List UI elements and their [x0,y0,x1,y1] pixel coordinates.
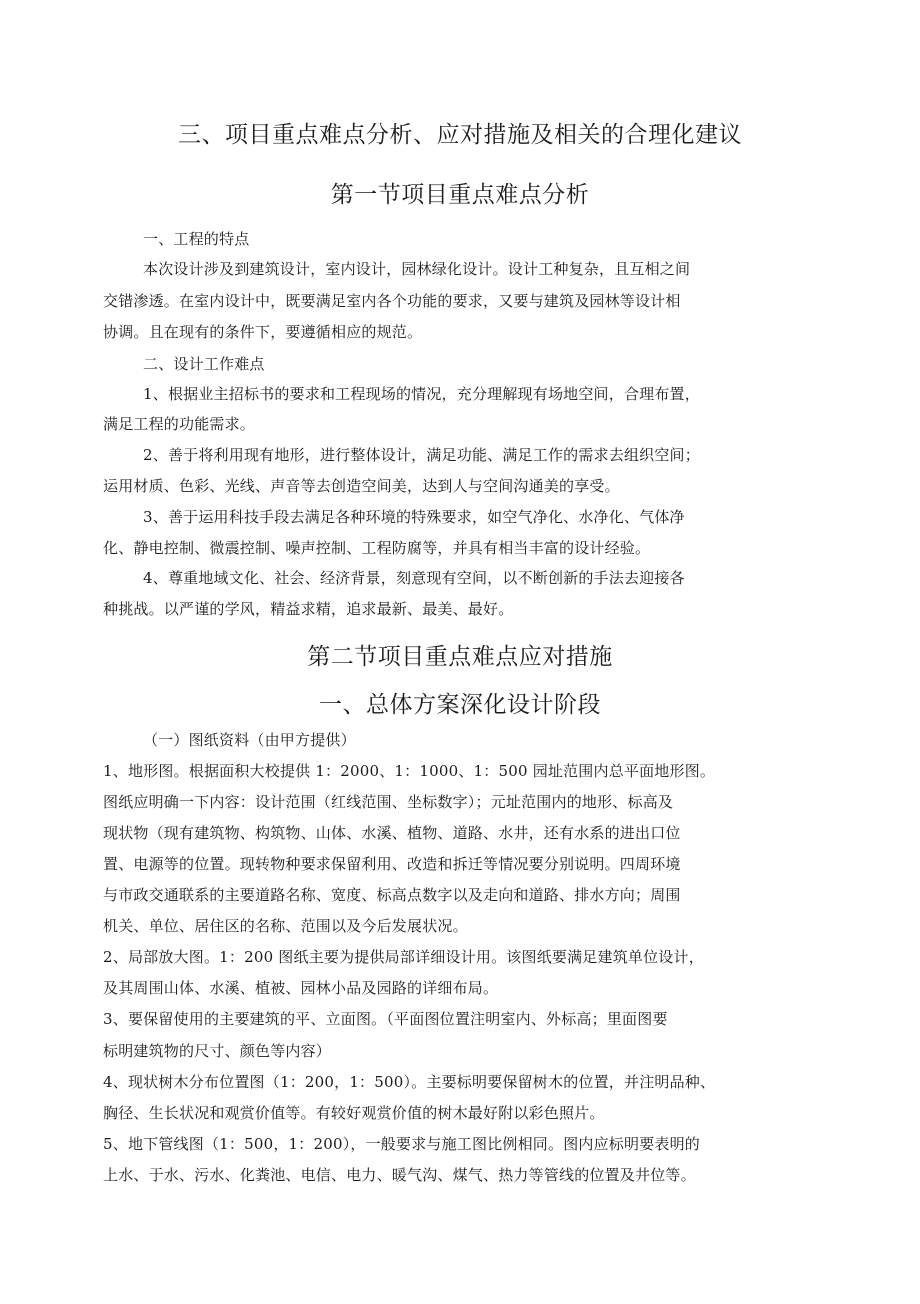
paragraph-line: 化、静电控制、微震控制、噪声控制、工程防腐等，并具有相当丰富的设计经验。 [103,539,651,557]
paragraph-line: 5、地下管线图（1：500，1：200），一般要求与施工图比例相同。图内应标明要表明的 [103,1135,700,1153]
paragraph-line: 置、电源等的位置。现转物种要求保留利用、改造和拆迁等情况要分别说明。四周环境 [103,855,681,873]
paragraph-line: 现状物（现有建筑物、构筑物、山体、水溪、植物、道路、水井，还有水系的进出口位 [103,824,681,842]
document-title: 三、项目重点难点分析、应对措施及相关的合理化建议 [178,122,742,148]
section-2-heading: 第二节项目重点难点应对措施 [307,644,613,670]
paragraph-line: 3、善于运用科技手段去满足各种环境的特殊要求，如空气净化、水净化、气体净 [143,508,685,526]
paragraph-line: 上水、于水、污水、化粪池、电信、电力、暖气沟、煤气、热力等管线的位置及井位等。 [103,1166,696,1184]
paragraph-line: 4、现状树木分布位置图（1：200，1：500）。主要标明要保留树木的位置，并注明品种、 [103,1073,716,1091]
paragraph-line: 本次设计涉及到建筑设计，室内设计，园林绿化设计。设计工种复杂，且互相之间 [143,260,691,278]
subsection-heading: （一）图纸资料（由甲方提供） [143,731,356,749]
paragraph-line: 标明建筑物的尺寸、颜色等内容） [103,1042,332,1060]
section-1-heading: 第一节项目重点难点分析 [330,182,590,208]
subsection-heading: 二、设计工作难点 [143,355,265,373]
paragraph-line: 与市政交通联系的主要道路名称、宽度、标高点数字以及走向和道路、排水方向；周围 [103,886,681,904]
paragraph-line: 满足工程的功能需求。 [103,415,256,433]
paragraph-line: 机关、单位、居住区的名称、范围以及今后发展状况。 [103,917,468,935]
subsection-heading: 一、工程的特点 [143,230,250,248]
paragraph-line: 胸径、生长状况和观赏价值等。有较好观赏价值的树木最好附以彩色照片。 [103,1104,605,1122]
paragraph-line: 2、局部放大图。1：200 图纸主要为提供局部详细设计用。该图纸要满足建筑单位设计， [103,948,704,966]
section-2-subheading: 一、总体方案深化设计阶段 [319,692,601,718]
paragraph-line: 运用材质、色彩、光线、声音等去创造空间美，达到人与空间沟通美的享受。 [103,477,620,495]
paragraph-line: 2、善于将利用现有地形，进行整体设计，满足功能、满足工作的需求去组织空间； [143,446,700,464]
paragraph-line: 种挑战。以严谨的学风，精益求精，追求最新、最美、最好。 [103,600,514,618]
paragraph-line: 协调。且在现有的条件下，要遵循相应的规范。 [103,323,423,341]
paragraph-line: 4、尊重地域文化、社会、经济背景，刻意现有空间，以不断创新的手法去迎接各 [143,569,685,587]
paragraph-line: 3、要保留使用的主要建筑的平、立面图。（平面图位置注明室内、外标高；里面图要 [103,1010,668,1028]
paragraph-line: 1、地形图。根据面积大校提供 1：2000、1：1000、1：500 园址范围内总平面地形图。 [103,762,716,780]
paragraph-line: 及其周围山体、水溪、植被、园林小品及园路的详细布局。 [103,979,499,997]
paragraph-line: 1、根据业主招标书的要求和工程现场的情况，充分理解现有场地空间，合理布置， [143,385,700,403]
paragraph-line: 交错渗透。在室内设计中，既要满足室内各个功能的要求，又要与建筑及园林等设计相 [103,292,681,310]
paragraph-line: 图纸应明确一下内容：设计范围（红线范围、坐标数字）；元址范围内的地形、标高及 [103,793,674,811]
